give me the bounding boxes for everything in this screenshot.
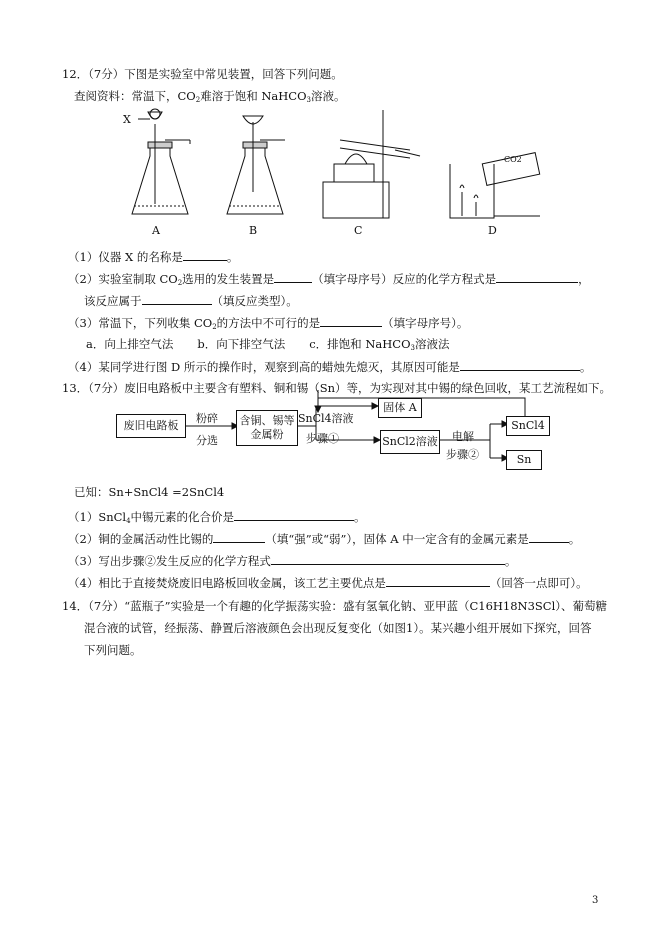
apparatus-d [450, 153, 540, 218]
q12-p1: （1）仪器 X 的名称是 。 [68, 250, 239, 264]
apparatus-figure [0, 104, 661, 244]
box-sn: Sn [506, 450, 542, 470]
box-sncl4: SnCl4 [506, 416, 550, 436]
q12-p3: （3）常温下，下列收集 $CO_2$的方法中不可行的是 （填字母序号）。 [68, 316, 469, 331]
q12-p4: （4）某同学进行图 D 所示的操作时，观察到高的蜡烛先熄灭，其原因可能是 。 [68, 360, 592, 374]
label-crush: 粉碎 [196, 412, 218, 425]
box-metal-powder: 含铜、锡等 金属粉 [236, 410, 298, 446]
q12-header: 12．（7分）下图是实验室中常见装置，回答下列问题。 [62, 67, 343, 81]
q13-header: 13．（7分）废旧电路板中主要含有塑料、铜和锡（Sn）等，为实现对其中锡的绿色回收，某工艺流程如下。 [62, 381, 611, 395]
q12-options: a．向上排空气法 b．向下排空气法 c．排饱和 NaHCO$_3$溶液法 [86, 337, 450, 352]
x-label: X [123, 113, 131, 126]
q14-line3: 下列问题。 [84, 643, 142, 657]
box-waste-board: 废旧电路板 [116, 414, 186, 438]
page-number: 3 [592, 895, 599, 906]
q12-note: 查阅资料：常温下，$CO_2$难溶于饱和 NaHCO$_3$溶液。 [74, 89, 346, 104]
label-sort: 分选 [196, 434, 218, 447]
q14-line1: 14．（7分）“蓝瓶子”实验是一个有趣的化学振荡实验：盛有氢氧化钠、亚甲蓝（C16H18N3SCl）、葡萄糖 [62, 599, 608, 613]
apparatus-a [132, 109, 190, 214]
q13-p4: （4）相比于直接焚烧废旧电路板回收金属，该工艺主要优点是 （回答一点即可）。 [68, 576, 588, 590]
q13-p1: （1）SnCl$_4$中锡元素的化合价是 。 [68, 510, 366, 525]
box-sncl2-solution: SnCl2溶液 [380, 430, 440, 454]
co2-label: CO2 [504, 155, 522, 164]
apparatus-c [323, 110, 420, 218]
q13-known: 已知：Sn+SnCl4 =2SnCl4 [74, 485, 225, 499]
box-solid-a: 固体 A [378, 398, 422, 418]
label-d: D [488, 224, 497, 237]
label-sncl4-solution: SnCl4溶液 [298, 412, 354, 425]
q12-p2-type: 该反应属于 （填反应类型）。 [84, 294, 298, 308]
label-c: C [354, 224, 363, 237]
label-step2: 步骤② [446, 448, 479, 461]
label-step1: 步骤① [306, 432, 339, 445]
q14-line2: 混合液的试管，经振荡、静置后溶液颜色会出现反复变化（如图1）。某兴趣小组开展如下探究，回答 [84, 621, 592, 635]
q13-p2: （2）铜的金属活动性比锡的 （填“强”或“弱”），固体 A 中一定含有的金属元素是 。 [68, 532, 581, 546]
label-b: B [249, 224, 258, 237]
q12-p2: （2）实验室制取 $CO_2$选用的发生装置是 （填字母序号）反应的化学方程式是 ， [68, 272, 590, 287]
q13-p3: （3）写出步骤②发生反应的化学方程式 。 [68, 554, 517, 568]
apparatus-b [227, 116, 285, 214]
label-electrolysis: 电解 [452, 430, 474, 443]
label-a: A [152, 224, 160, 237]
